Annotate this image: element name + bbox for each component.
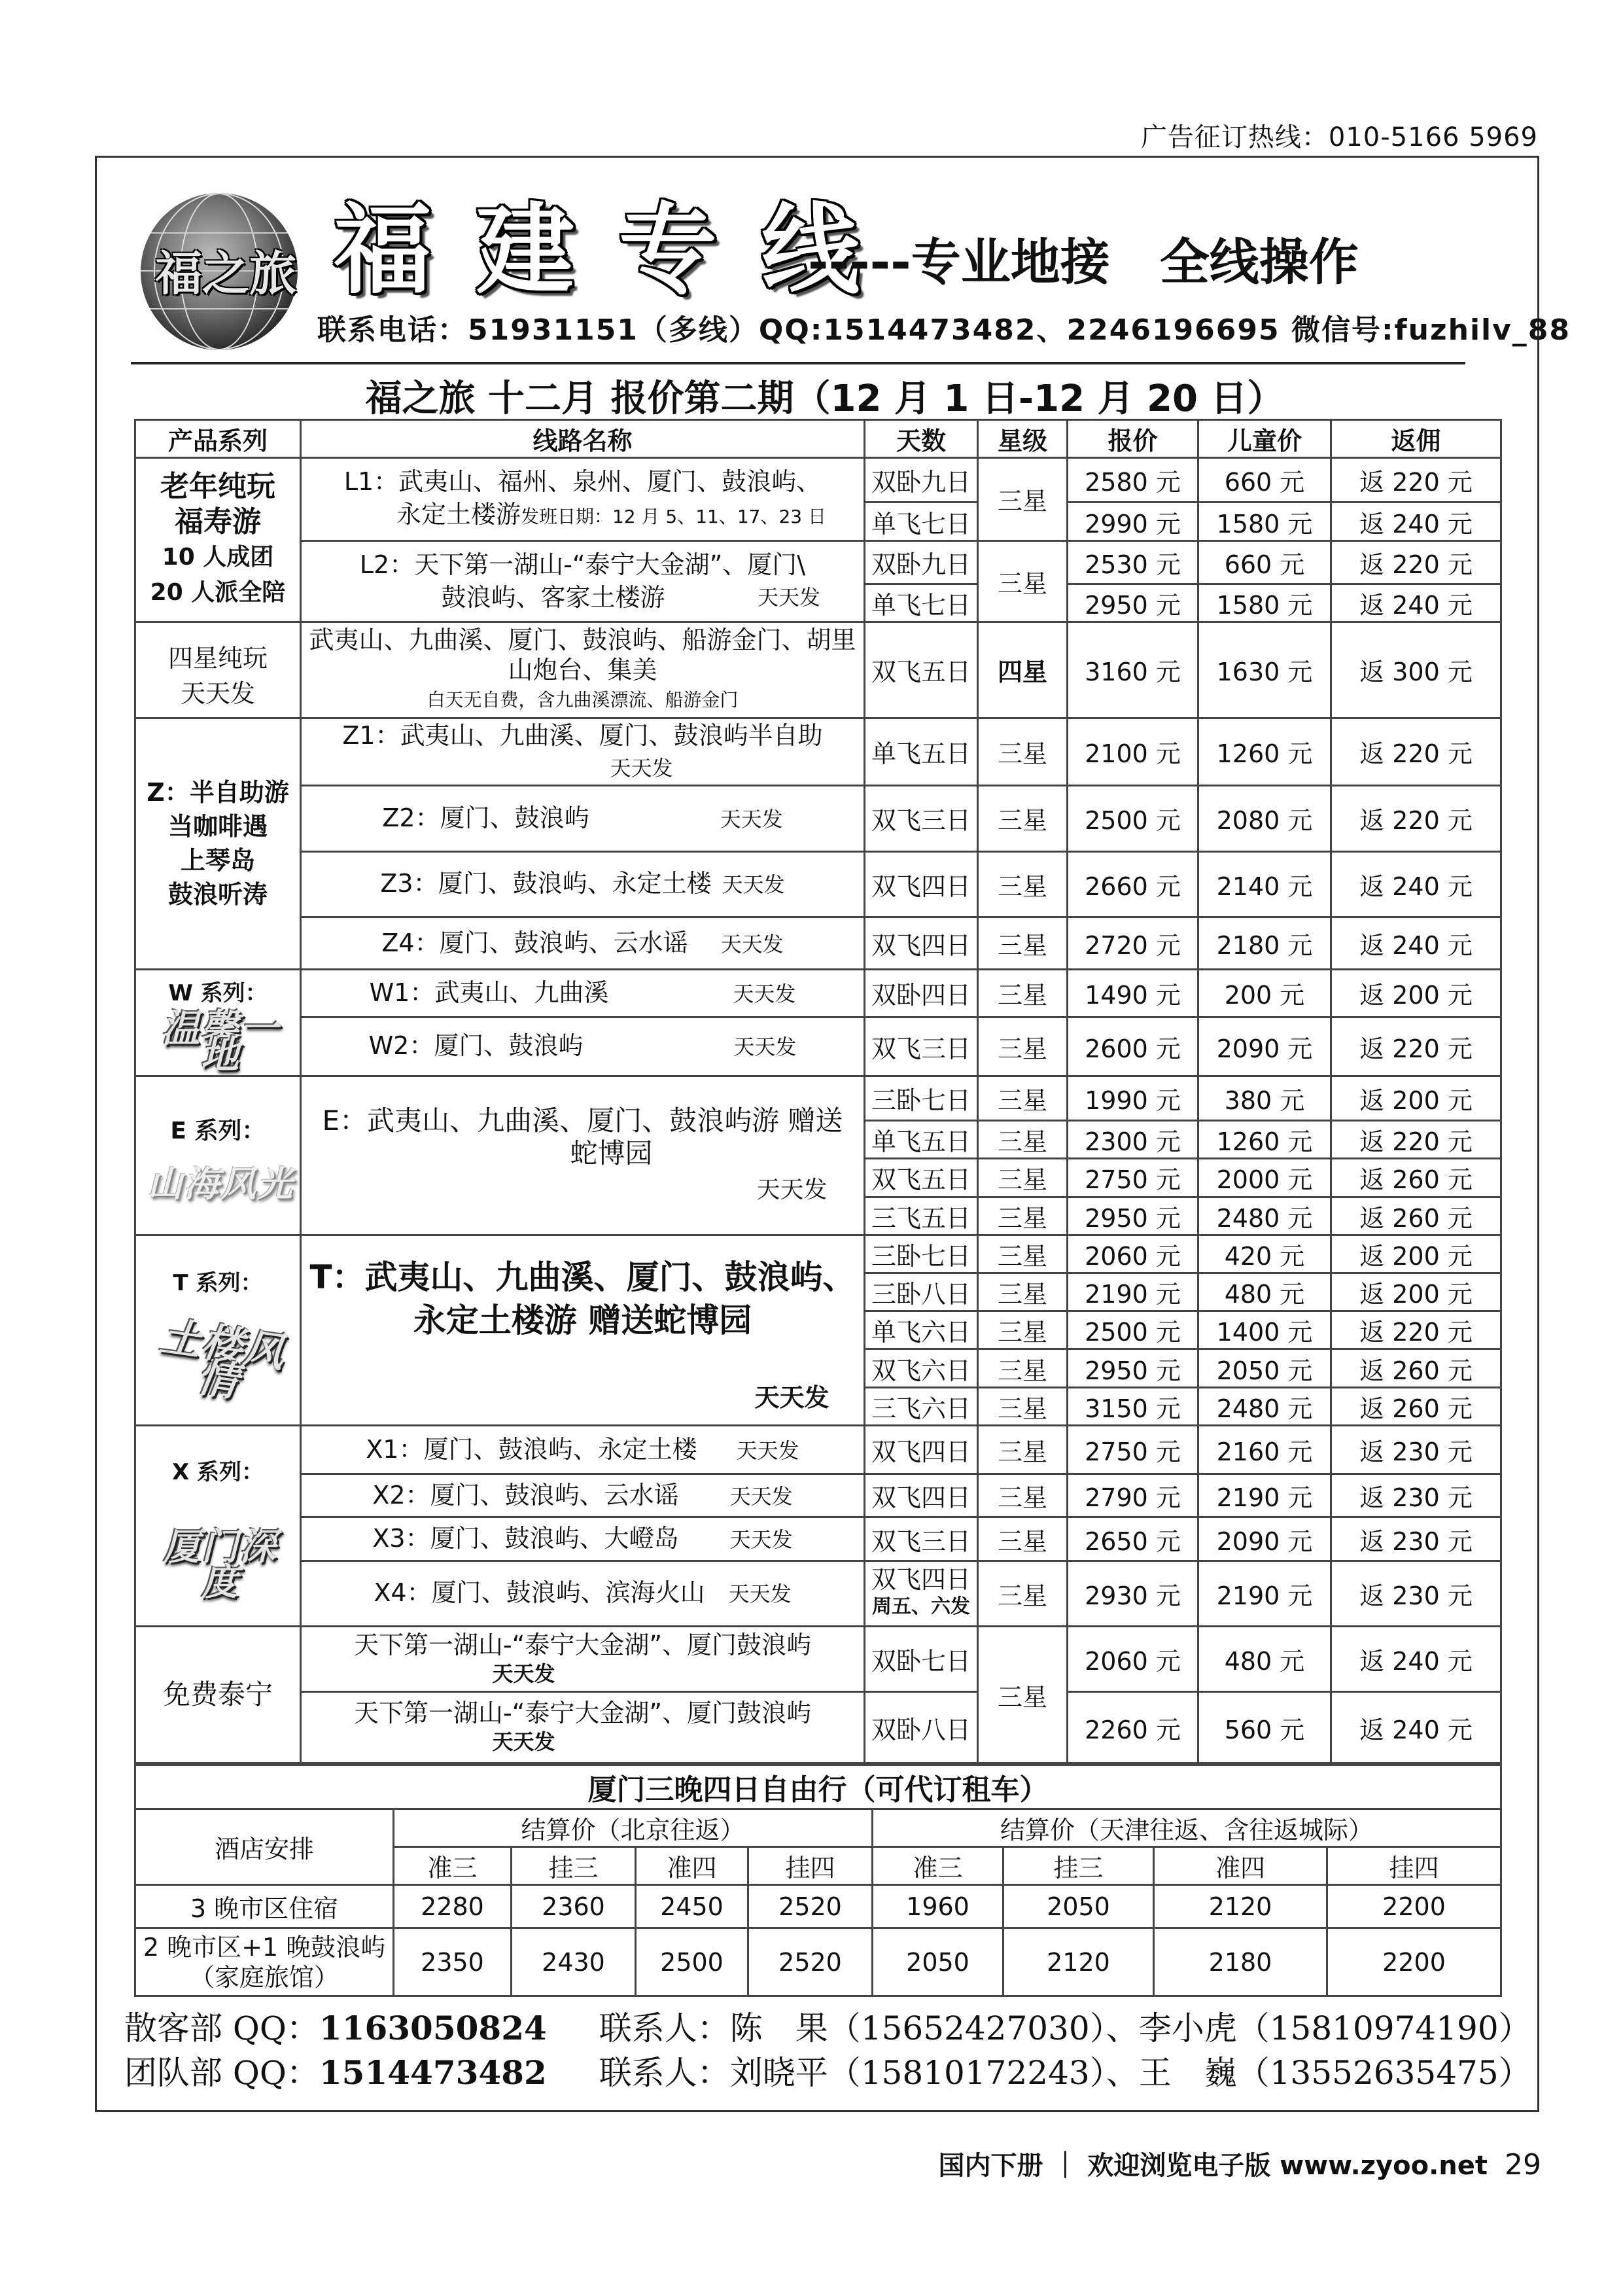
days-cell: 双飞三日 — [865, 786, 978, 851]
hotel-price: 2450 — [636, 1885, 748, 1928]
child-price-cell: 420 元 — [1198, 1235, 1331, 1273]
table-row — [135, 970, 1501, 1017]
days-cell: 单飞七日 — [865, 503, 978, 540]
series-label: 当咖啡遇 — [167, 812, 268, 841]
route-text: L1：武夷山、福州、泉州、厦门、鼓浪屿、 — [343, 467, 822, 496]
child-price-cell: 2190 元 — [1198, 1474, 1331, 1517]
footer-contact: 联系人：陈 果（15652427030）、李小虎（15810974190） — [599, 2009, 1531, 2047]
rebate-cell: 返 240 元 — [1331, 503, 1501, 540]
price-cell: 2750 元 — [1068, 1425, 1198, 1474]
daily-note: 天天发 — [736, 1438, 799, 1463]
star-cell: 三星 — [978, 917, 1068, 969]
rebate-cell: 返 220 元 — [1331, 1017, 1501, 1076]
table-row — [135, 1885, 1501, 1928]
table-row — [135, 786, 1501, 851]
child-price-cell: 480 元 — [1198, 1273, 1331, 1311]
child-price-cell: 2000 元 — [1198, 1159, 1331, 1197]
star-cell: 三星 — [978, 540, 1068, 622]
hotel-price: 2500 — [636, 1928, 748, 1996]
daily-note: 天天发 — [722, 872, 785, 898]
child-price-cell: 2480 元 — [1198, 1197, 1331, 1235]
series-x — [135, 1425, 301, 1626]
days-cell: 双卧九日 — [865, 458, 978, 503]
series-four-star — [135, 622, 301, 718]
rebate-cell: 返 200 元 — [1331, 970, 1501, 1017]
daily-note: 天天发 — [492, 1729, 555, 1755]
rebate-cell: 返 220 元 — [1331, 786, 1501, 851]
table-row — [135, 1235, 1501, 1273]
footer-qq: 1163050824 — [319, 2009, 547, 2047]
hotel-price: 2350 — [394, 1928, 512, 1996]
route-text: E：武夷山、九曲溪、厦门、鼓浪屿游 赠送 — [322, 1104, 843, 1137]
table-header-row — [135, 420, 1501, 458]
days-cell: 双卧八日 — [865, 1692, 978, 1763]
daily-note: 天天发 — [728, 1581, 792, 1607]
star-cell: 三星 — [978, 718, 1068, 785]
star-cell: 三星 — [978, 1197, 1068, 1235]
price-cell: 2190 元 — [1068, 1273, 1198, 1311]
star-cell: 三星 — [978, 458, 1068, 540]
footer-line-group — [124, 2047, 1531, 2094]
daily-note: 天天发 — [754, 1383, 829, 1412]
rebate-cell: 返 220 元 — [1331, 540, 1501, 584]
route-text: W1：武夷山、九曲溪 — [369, 978, 609, 1007]
days-cell: 三飞六日 — [865, 1387, 978, 1425]
route-text: Z3：厦门、鼓浪屿、永定土楼 — [380, 869, 712, 898]
star-cell: 三星 — [978, 1017, 1068, 1076]
child-price-cell: 660 元 — [1198, 540, 1331, 584]
days-cell: 双飞四日 — [865, 1474, 978, 1517]
rebate-cell: 返 260 元 — [1331, 1387, 1501, 1425]
series-label: 四星纯玩 — [167, 643, 268, 673]
series-label: X 系列： — [171, 1458, 264, 1485]
child-price-cell: 2080 元 — [1198, 786, 1331, 851]
star-cell: 三星 — [978, 1517, 1068, 1561]
hotel-price: 2520 — [748, 1928, 873, 1996]
route-text: L2：天下第一湖山-“泰宁大金湖”、厦门\ — [359, 550, 806, 580]
price-cell: 2060 元 — [1068, 1235, 1198, 1273]
child-price-cell: 660 元 — [1198, 458, 1331, 503]
daily-note: 天天发 — [729, 1483, 793, 1509]
price-cell: 2580 元 — [1068, 458, 1198, 503]
daily-note: 天天发 — [720, 806, 783, 832]
route-four-star — [301, 622, 865, 718]
header-days: 天数 — [865, 420, 978, 458]
child-price-cell: 2160 元 — [1198, 1425, 1331, 1474]
price-cell: 2600 元 — [1068, 1017, 1198, 1076]
child-price-cell: 1580 元 — [1198, 584, 1331, 622]
days-cell: 单飞五日 — [865, 718, 978, 785]
series-art-text: 温馨一地 — [161, 1006, 279, 1076]
child-price-cell: 2190 元 — [1198, 1561, 1331, 1626]
star-cell: 三星 — [978, 1387, 1068, 1425]
table-row — [135, 1928, 1501, 1996]
table-row — [135, 1076, 1501, 1120]
rebate-cell: 返 230 元 — [1331, 1561, 1501, 1626]
footer-label: 散客部 QQ： — [124, 2009, 319, 2047]
page-number: 29 — [1505, 2148, 1541, 2181]
price-cell: 2660 元 — [1068, 851, 1198, 917]
route-taining-2 — [301, 1692, 865, 1763]
child-price-cell: 560 元 — [1198, 1692, 1331, 1763]
daily-note: 天天发 — [492, 1661, 555, 1686]
days-cell: 双卧四日 — [865, 970, 978, 1017]
route-text: X4：厦门、鼓浪屿、滨海火山 — [374, 1578, 705, 1608]
route-text: W2：厦门、鼓浪屿 — [368, 1031, 584, 1061]
price-cell: 2750 元 — [1068, 1159, 1198, 1197]
child-price-cell: 380 元 — [1198, 1076, 1331, 1120]
series-label: 老年纯玩 — [160, 470, 275, 504]
series-taining — [135, 1627, 301, 1763]
price-cell: 2720 元 — [1068, 917, 1198, 969]
level-label: 挂三 — [512, 1847, 636, 1885]
logo-text: 福之旅 — [154, 245, 296, 301]
days-cell: 双飞四日 — [865, 851, 978, 917]
route-w2 — [301, 1017, 865, 1076]
level-label: 准三 — [394, 1847, 512, 1885]
child-price-cell: 2140 元 — [1198, 851, 1331, 917]
series-label: 20 人派全陪 — [150, 579, 286, 607]
header-series: 产品系列 — [135, 420, 301, 458]
days-cell: 双飞五日 — [865, 1159, 978, 1197]
days-cell: 双飞五日 — [865, 622, 978, 718]
page-footer-text: 国内下册 ｜ 欢迎浏览电子版 www.zyoo.net — [938, 2151, 1488, 2181]
route-text: T：武夷山、九曲溪、厦门、鼓浪屿、 — [309, 1258, 856, 1296]
rebate-cell: 返 240 元 — [1331, 1692, 1501, 1763]
route-text: 蛇博园 — [570, 1137, 653, 1169]
table-row — [135, 1474, 1501, 1517]
route-x2 — [301, 1474, 865, 1517]
series-label: 上琴岛 — [180, 846, 255, 875]
hotel-price: 2280 — [394, 1885, 512, 1928]
price-cell: 2500 元 — [1068, 1311, 1198, 1349]
series-w — [135, 970, 301, 1076]
header-child: 儿童价 — [1198, 420, 1331, 458]
table-row — [135, 1561, 1501, 1626]
series-label: T 系列： — [173, 1269, 263, 1296]
header-rebate: 返佣 — [1331, 420, 1501, 458]
child-price-cell: 2050 元 — [1198, 1349, 1331, 1387]
child-price-cell: 1260 元 — [1198, 718, 1331, 785]
rebate-cell: 返 200 元 — [1331, 1235, 1501, 1273]
days-cell: 三卧七日 — [865, 1235, 978, 1273]
route-t — [301, 1235, 865, 1425]
group-tianjin: 结算价（天津往返、含往返城际） — [873, 1809, 1501, 1847]
group-beijing: 结算价（北京往返） — [394, 1809, 873, 1847]
rebate-cell: 返 260 元 — [1331, 1197, 1501, 1235]
daily-note: 天天发 — [756, 1176, 828, 1203]
table-row — [135, 718, 1501, 785]
price-cell: 2950 元 — [1068, 1197, 1198, 1235]
price-cell: 2950 元 — [1068, 584, 1198, 622]
daily-note: 天天发 — [720, 931, 784, 957]
star-cell: 三星 — [978, 1076, 1068, 1120]
route-z2 — [301, 786, 865, 851]
header-route: 线路名称 — [301, 420, 865, 458]
page-footer — [938, 2145, 1541, 2182]
rebate-cell: 返 260 元 — [1331, 1159, 1501, 1197]
star-cell: 三星 — [978, 1311, 1068, 1349]
days-cell: 双飞四日 — [865, 917, 978, 969]
days-cell: 双飞三日 — [865, 1517, 978, 1561]
star-cell: 三星 — [978, 970, 1068, 1017]
table-row — [135, 1517, 1501, 1561]
route-z1 — [301, 718, 865, 785]
table-row — [135, 458, 1501, 503]
header-price: 报价 — [1068, 420, 1198, 458]
star-cell: 三星 — [978, 1349, 1068, 1387]
daily-note: 天天发 — [733, 1034, 797, 1060]
series-label: Z：半自助游 — [147, 778, 289, 807]
series-label: 鼓浪听涛 — [167, 880, 268, 910]
route-text: X2：厦门、鼓浪屿、云水谣 — [372, 1480, 679, 1510]
hotel-caption: 厦门三晚四日自由行（可代订租车） — [135, 1765, 1501, 1809]
star-cell: 四星 — [978, 622, 1068, 718]
daily-note: 天天发 — [733, 981, 796, 1006]
rebate-cell: 返 200 元 — [1331, 1273, 1501, 1311]
route-w1 — [301, 970, 865, 1017]
days-cell: 双飞六日 — [865, 1349, 978, 1387]
days-note: 周五、六发 — [872, 1595, 970, 1619]
child-price-cell: 2090 元 — [1198, 1017, 1331, 1076]
departure-note: 发班日期：12 月 5、11、17、23 日 — [520, 505, 827, 527]
hotel-price: 2120 — [1003, 1928, 1154, 1996]
route-text: 天下第一湖山-“泰宁大金湖”、厦门鼓浪屿 — [353, 1699, 812, 1728]
hotel-col-label: 酒店安排 — [135, 1809, 394, 1885]
price-cell: 2650 元 — [1068, 1517, 1198, 1561]
daily-note: 天天发 — [757, 585, 820, 610]
footer-contact: 联系人：刘晓平（15810172243）、王 巍（13552635475） — [599, 2054, 1531, 2092]
days-cell: 三飞五日 — [865, 1197, 978, 1235]
table-row — [135, 1692, 1501, 1763]
series-label: E 系列： — [170, 1117, 266, 1144]
table-row — [135, 917, 1501, 969]
price-cell: 2060 元 — [1068, 1627, 1198, 1692]
rebate-cell: 返 240 元 — [1331, 1627, 1501, 1692]
rebate-cell: 返 200 元 — [1331, 1076, 1501, 1120]
ad-hotline: 广告征订热线：010-5166 5969 — [1140, 122, 1538, 152]
child-price-cell: 1260 元 — [1198, 1121, 1331, 1159]
table-row — [135, 851, 1501, 917]
days-cell — [865, 1561, 978, 1626]
table-row — [135, 622, 1501, 718]
child-price-cell: 480 元 — [1198, 1627, 1331, 1692]
hotel-price: 2200 — [1327, 1885, 1501, 1928]
route-note: 白天无自费，含九曲溪漂流、船游金门 — [427, 688, 739, 711]
route-text: 武夷山、九曲溪、厦门、鼓浪屿、船游金门、胡里山炮台、集美 — [309, 625, 856, 684]
price-cell: 3150 元 — [1068, 1387, 1198, 1425]
child-price-cell: 200 元 — [1198, 970, 1331, 1017]
route-text: 天下第一湖山-“泰宁大金湖”、厦门鼓浪屿 — [353, 1630, 812, 1659]
series-art-text: 厦门深度 — [164, 1525, 277, 1604]
star-cell: 三星 — [978, 786, 1068, 851]
series-label: 福寿游 — [175, 505, 261, 539]
star-cell: 三星 — [978, 1121, 1068, 1159]
level-label: 挂三 — [1003, 1847, 1154, 1885]
series-art-text: 土楼风情 — [157, 1312, 288, 1406]
daily-note: 天天发 — [610, 755, 673, 781]
hotel-price: 2430 — [512, 1928, 636, 1996]
series-label: W 系列： — [168, 980, 268, 1007]
route-text: Z2：厦门、鼓浪屿 — [382, 803, 589, 832]
table-row — [135, 540, 1501, 584]
hotel-row-name-text: （家庭旅馆） — [189, 1962, 339, 1992]
price-cell: 2100 元 — [1068, 718, 1198, 785]
hotel-row-name: 3 晚市区住宿 — [135, 1885, 394, 1928]
price-cell: 2990 元 — [1068, 503, 1198, 540]
days-cell: 双卧七日 — [865, 1627, 978, 1692]
price-heading: 福之旅 十二月 报价第二期（12 月 1 日-12 月 20 日） — [365, 378, 1284, 420]
star-cell: 三星 — [978, 1627, 1068, 1763]
route-x3 — [301, 1517, 865, 1561]
route-text: Z1：武夷山、九曲溪、厦门、鼓浪屿半自助 — [342, 720, 823, 750]
route-z3 — [301, 851, 865, 917]
hotel-price: 2050 — [873, 1928, 1003, 1996]
hotel-price: 2520 — [748, 1885, 873, 1928]
series-label: 10 人成团 — [162, 544, 274, 571]
hotel-price: 2180 — [1154, 1928, 1327, 1996]
child-price-cell: 2180 元 — [1198, 917, 1331, 969]
footer-line-individual — [124, 2002, 1531, 2049]
route-text: 永定土楼游 赠送蛇博园 — [413, 1301, 752, 1339]
child-price-cell: 1580 元 — [1198, 503, 1331, 540]
route-l2 — [301, 540, 865, 622]
contact-line: 联系电话：51931151（多线）QQ:1514473482、2246196695 微信号:fuzhilv_88 — [317, 313, 1571, 347]
rebate-cell: 返 240 元 — [1331, 584, 1501, 622]
hotel-price: 2200 — [1327, 1928, 1501, 1996]
hotel-row-name-text: 2 晚市区+1 晚鼓浪屿 — [143, 1932, 386, 1962]
star-cell: 三星 — [978, 1159, 1068, 1197]
table-row — [135, 1627, 1501, 1692]
child-price-cell: 2480 元 — [1198, 1387, 1331, 1425]
hotel-row-name — [135, 1928, 394, 1996]
level-label: 准四 — [636, 1847, 748, 1885]
days-cell: 双飞三日 — [865, 1017, 978, 1076]
price-cell: 1490 元 — [1068, 970, 1198, 1017]
rebate-cell: 返 230 元 — [1331, 1517, 1501, 1561]
days-cell: 三卧七日 — [865, 1076, 978, 1120]
level-label: 准三 — [873, 1847, 1003, 1885]
child-price-cell: 2090 元 — [1198, 1517, 1331, 1561]
rebate-cell: 返 260 元 — [1331, 1349, 1501, 1387]
route-text: X1：厦门、鼓浪屿、永定土楼 — [366, 1434, 697, 1464]
hotel-price: 2120 — [1154, 1885, 1327, 1928]
page-title: 福建专线 — [334, 192, 905, 308]
subtitle: -----专业地接 全线操作 — [808, 233, 1359, 291]
star-cell: 三星 — [978, 1273, 1068, 1311]
rebate-cell: 返 220 元 — [1331, 458, 1501, 503]
price-cell: 1990 元 — [1068, 1076, 1198, 1120]
divider — [131, 362, 1465, 364]
star-cell: 三星 — [978, 1235, 1068, 1273]
price-cell: 2260 元 — [1068, 1692, 1198, 1763]
price-cell: 3160 元 — [1068, 622, 1198, 718]
table-row — [135, 1425, 1501, 1474]
child-price-cell: 1630 元 — [1198, 622, 1331, 718]
days-cell: 单飞五日 — [865, 1121, 978, 1159]
days-cell: 双卧九日 — [865, 540, 978, 584]
star-cell: 三星 — [978, 1561, 1068, 1626]
hotel-price: 2050 — [1003, 1885, 1154, 1928]
star-cell: 三星 — [978, 1425, 1068, 1474]
rebate-cell: 返 240 元 — [1331, 917, 1501, 969]
hotel-table — [134, 1764, 1502, 1997]
rebate-cell: 返 230 元 — [1331, 1474, 1501, 1517]
level-label: 挂四 — [1327, 1847, 1501, 1885]
days-cell: 单飞七日 — [865, 584, 978, 622]
rebate-cell: 返 230 元 — [1331, 1425, 1501, 1474]
series-art-text: 山海风光 — [147, 1162, 294, 1205]
price-cell: 2500 元 — [1068, 786, 1198, 851]
hotel-price: 2360 — [512, 1885, 636, 1928]
daily-note: 天天发 — [729, 1527, 793, 1553]
route-z4 — [301, 917, 865, 969]
route-l1 — [301, 458, 865, 540]
header-star: 星级 — [978, 420, 1068, 458]
series-t — [135, 1235, 301, 1425]
price-cell: 2530 元 — [1068, 540, 1198, 584]
series-e — [135, 1076, 301, 1235]
price-cell: 2950 元 — [1068, 1349, 1198, 1387]
price-cell: 2930 元 — [1068, 1561, 1198, 1626]
days-text: 双飞四日 — [871, 1565, 971, 1595]
level-label: 准四 — [1154, 1847, 1327, 1885]
rebate-cell: 返 300 元 — [1331, 622, 1501, 718]
price-table — [134, 419, 1502, 1764]
route-e — [301, 1076, 865, 1235]
rebate-cell: 返 220 元 — [1331, 1121, 1501, 1159]
series-label: 免费泰宁 — [162, 1678, 273, 1711]
route-text: Z4：厦门、鼓浪屿、云水谣 — [381, 928, 688, 957]
route-x4 — [301, 1561, 865, 1626]
series-z — [135, 718, 301, 969]
price-cell: 2300 元 — [1068, 1121, 1198, 1159]
series-label: 天天发 — [180, 679, 255, 708]
route-text: 永定土楼游 — [396, 499, 521, 529]
rebate-cell: 返 220 元 — [1331, 718, 1501, 785]
series-elder — [135, 458, 301, 622]
route-taining-1 — [301, 1627, 865, 1692]
star-cell: 三星 — [978, 851, 1068, 917]
days-cell: 双飞四日 — [865, 1425, 978, 1474]
level-label: 挂四 — [748, 1847, 873, 1885]
rebate-cell: 返 240 元 — [1331, 851, 1501, 917]
route-x1 — [301, 1425, 865, 1474]
star-cell: 三星 — [978, 1474, 1068, 1517]
route-text: X3：厦门、鼓浪屿、大嶝岛 — [372, 1524, 679, 1553]
hotel-price: 1960 — [873, 1885, 1003, 1928]
route-text: 鼓浪屿、客家土楼游 — [441, 583, 665, 612]
days-cell: 单飞六日 — [865, 1311, 978, 1349]
footer-label: 团队部 QQ： — [124, 2054, 319, 2092]
price-cell: 2790 元 — [1068, 1474, 1198, 1517]
table-row — [135, 1017, 1501, 1076]
days-cell: 三卧八日 — [865, 1273, 978, 1311]
footer-qq: 1514473482 — [319, 2053, 547, 2092]
child-price-cell: 1400 元 — [1198, 1311, 1331, 1349]
rebate-cell: 返 220 元 — [1331, 1311, 1501, 1349]
